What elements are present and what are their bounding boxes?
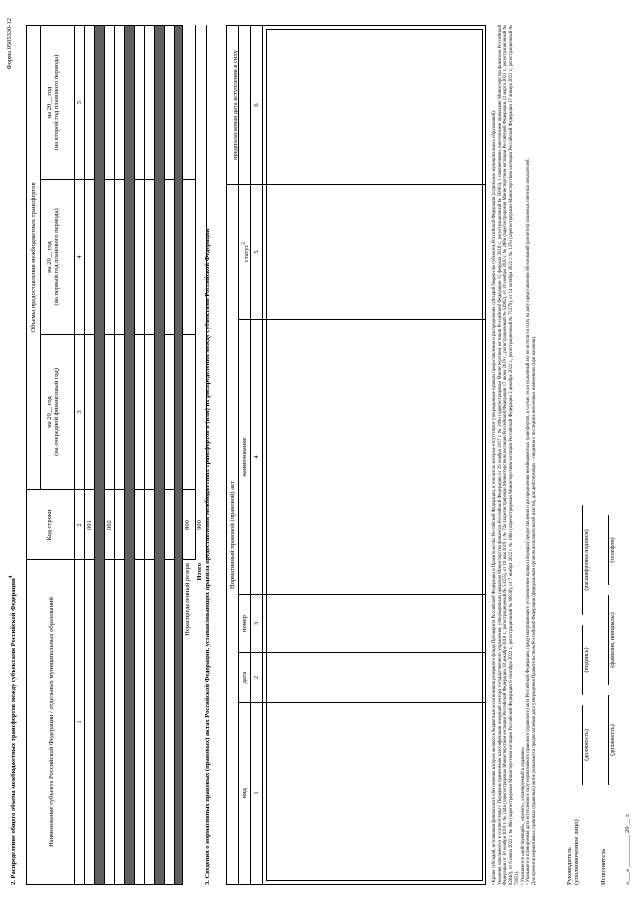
col-title: наименование (241, 437, 248, 477)
footnote-classification: Указания заполняются в соответствии с Порядком применения классификации операций сектора государственного управления, утвержденным приказом Министерства финансов Российской Федерации от 29 ноября 2017 г. № 209н (зарегистрирован Министерством юстиции Российской Федерации 12 февраля 2018 г., регистрационный № 50003), с изменениями, внесенными приказами Министерства финансов Российской Федерации от 30 ноября 2018 г. № 244н (зарегистрирован Министерством юстиции Российской Федерации 28 декабря 2018 г., регистрационный № 53255), от 16 мая 2019 г. № 72н (зарегистрирован Министерством юстиции Российской Федерации 17 июня 2019 г., регистрационный № 54962), от 20 ноября 2020 г. № 280н (зарегистрирован Министерством юстиции Российской Федерации 22 марта 2021 г., регистрационный № 62840), от 6 июня 2022 г. № 86н (зарегистрирован Министерством юстиции Российской Федерации 6 сентября 2022 г., регистрационный № 69938), от 7 ноября 2022 г. № 160н (зарегистрирован Министерством юстиции Российской Федерации 2 декабря 2022 г., регистрационный № 71279), от 14 октября 2022 г. № 137н (зарегистрирован Министерством юстиции Российской Федерации 17 января 2023 г., регистрационный № 72051). (497, 25, 520, 885)
col-kind: вид (241, 788, 248, 798)
col-num: 4 (76, 255, 83, 259)
footnote-projects: Для проектов нормативных правовых (правовых) актов указывается предполагаемая дата утверждения Правительством Российской Федерации (федеральным органом исполнительной власти), для действующих – сведения о последних внесенных изменениях (при наличии). (532, 335, 538, 885)
footnote-4: ⁴ Кроме субсидий, источником финансового обеспечения которых являются бюджетные ассигнования резервного фонда Президента Российской Федерации и Правительства Российской Федерации, в том числе которые отсутствуют утвержденные правила предоставления и распределения субсидий бюджетам субъектов Российской Федерации (отдельных муниципальных образований). (492, 110, 497, 885)
shaded-row (175, 26, 182, 884)
acts-table (226, 25, 486, 885)
col-status: статус$^5$ (241, 241, 251, 263)
caption-position-2: (должность) (608, 695, 616, 785)
header-year-3: на 20__ год (на второй год планового периода) (46, 54, 61, 151)
distribution-table (26, 25, 203, 885)
shaded-row (95, 26, 104, 884)
col-num: 6 (253, 103, 260, 107)
section2-title: 2. Распределение общего объема межбюджетных трансфертов между субъектами Российской Федерации$^4$ (8, 575, 18, 885)
total-code: 900 (196, 520, 203, 530)
header-year-2: на 20__ год (на первый год планового периода) (46, 208, 61, 306)
col-num: 4 (253, 455, 260, 459)
col-number: номер (241, 615, 248, 632)
col-eff-date: предполагаемая дата вступления в силу (232, 50, 239, 160)
col-num: 5 (76, 100, 83, 105)
caption-phone: (телефон) (608, 515, 616, 585)
col-date: дата (241, 671, 248, 684)
col-num: 1 (76, 720, 83, 724)
row-code: 001 (86, 520, 93, 530)
header-volumes: Объемы предоставления межбюджетных трансфертов (30, 182, 37, 333)
header-name: Наименование субъекта Российской Федерации / отдельных муниципальных образований (48, 597, 55, 847)
reserve-code: 800 (184, 520, 191, 530)
shaded-row (155, 26, 164, 884)
executor-label: Исполнитель (600, 848, 607, 885)
col-num: 2 (76, 523, 83, 527)
header-code: Код строки (46, 509, 53, 541)
caption-signature: (подпись) (582, 625, 590, 695)
acts-header: Нормативный правовой (правовой) акт (229, 481, 236, 589)
total-label: Итого (196, 563, 203, 581)
col-num: 3 (76, 410, 83, 414)
col-num: 3 (253, 621, 260, 626)
header-year-1: на 20__ год (на очередной финансовый год) (46, 368, 61, 456)
caption-fullname: (фамилия, инициалы) (608, 595, 616, 685)
head-label: Руководитель (уполномоченное лицо) (566, 819, 581, 885)
caption-position: (должность) (582, 705, 590, 785)
reserve-label: Нераспределенный резерв (184, 563, 191, 636)
col-num: 5 (253, 250, 260, 254)
caption-decipher: (расшифровка подписи) (582, 505, 590, 615)
footnote-5: ⁵ Указывается «действующий», «проект», «планируемый к изданию». (520, 745, 526, 885)
col-num: 1 (253, 791, 260, 795)
shaded-row (125, 26, 134, 884)
col-num: 2 (253, 675, 260, 680)
footnotes (492, 25, 538, 885)
acts-empty-area (266, 29, 483, 881)
footnote-6: ⁶ Указывается планируемая дата вступления в силу нормативного правового (правового) акта Российской Федерации, предусматривающего установление правил (порядка) предоставления и распределения межбюджетных трансфертов, в случае, если указанный акт не вступил в силу на дату представления обоснований (расчетов) плановых сметных показателей. (526, 158, 532, 885)
date-line: «___» __________ 20 __ г. (624, 813, 631, 885)
row-code: 002 (106, 520, 113, 530)
form-code: Форма 0505330-12 (6, 18, 13, 70)
section3-title: 3. Сведения о нормативных правовых (правовых) актах Российской Федерации, устанавливающих правила предоставления межбюджетных трансфертов в (или) их распределения между субъектами Российской Федерации (204, 228, 211, 885)
